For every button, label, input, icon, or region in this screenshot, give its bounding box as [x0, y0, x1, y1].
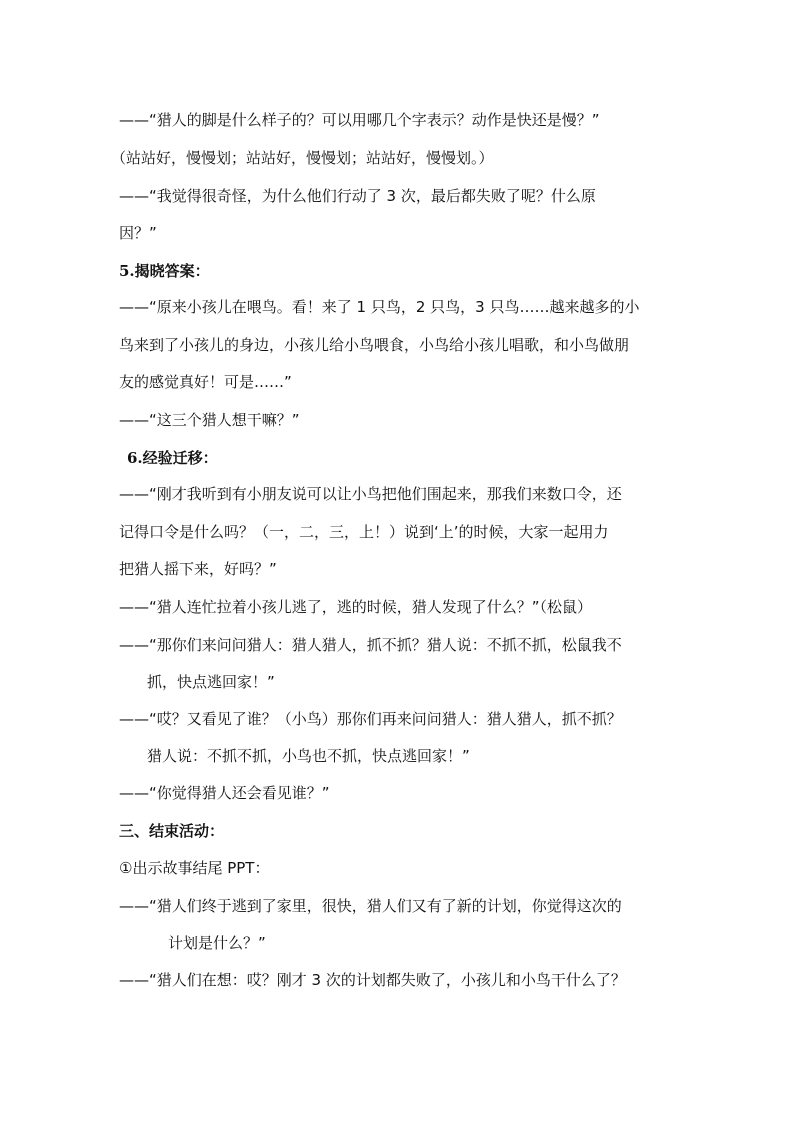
section-heading: 三、结束活动： — [119, 822, 225, 840]
dialogue-line-continuation: 计划是什么？” — [168, 934, 266, 952]
dialogue-line-continuation: 因？” — [119, 224, 157, 242]
dialogue-line: ——“刚才我听到有小朋友说可以让小鸟把他们围起来，那我们来数口令，还 — [119, 485, 622, 503]
dialogue-line: ——“这三个猎人想干嘛？” — [119, 411, 300, 429]
dialogue-line: ——“哎？又看见了谁？（小鸟）那你们再来问问猎人：猎人猎人，抓不抓？ — [119, 710, 622, 728]
dialogue-line: ——“我觉得很奇怪，为什么他们行动了 3 次，最后都失败了呢？什么原 — [119, 187, 596, 205]
dialogue-line: ——“猎人的脚是什么样子的？可以用哪几个字表示？动作是快还是慢？” — [119, 111, 600, 129]
response-line: （站站好，慢慢划；站站好，慢慢划；站站好，慢慢划。） — [111, 149, 494, 167]
dialogue-line-continuation: 抓，快点逃回家！” — [147, 673, 275, 691]
dialogue-line: ——“猎人连忙拉着小孩儿逃了，逃的时候，猎人发现了什么？”（松鼠） — [119, 598, 593, 616]
dialogue-line: ——“原来小孩儿在喂鸟。看！来了 1 只鸟，2 只鸟，3 只鸟……越来越多的小 — [119, 298, 640, 316]
dialogue-line: ——“你觉得猎人还会看见谁？” — [119, 784, 330, 802]
section-heading: 6.经验迁移： — [127, 449, 218, 467]
step-label: ①出示故事结尾 PPT： — [119, 859, 270, 877]
dialogue-line: ——“猎人们终于逃到了家里，很快，猎人们又有了新的计划，你觉得这次的 — [119, 897, 622, 915]
dialogue-line-continuation: 友的感觉真好！可是……” — [119, 373, 292, 391]
dialogue-line-continuation: 把猎人摇下来，好吗？” — [119, 560, 277, 578]
dialogue-line-continuation: 记得口令是什么吗？（一，二，三，上！）说到‘上’的时候，大家一起用力 — [119, 523, 609, 541]
dialogue-line: ——“猎人们在想：哎？刚才 3 次的计划都失败了，小孩儿和小鸟干什么了？ — [119, 971, 626, 989]
dialogue-line-continuation: 猎人说：不抓不抓，小鸟也不抓，快点逃回家！” — [147, 747, 470, 765]
section-heading: 5.揭晓答案： — [119, 262, 210, 280]
dialogue-line: ——“那你们来问问猎人：猎人猎人，抓不抓？猎人说：不抓不抓，松鼠我不 — [119, 636, 622, 654]
dialogue-line-continuation: 鸟来到了小孩儿的身边，小孩儿给小鸟喂食，小鸟给小孩儿唱歌，和小鸟做朋 — [119, 336, 630, 354]
